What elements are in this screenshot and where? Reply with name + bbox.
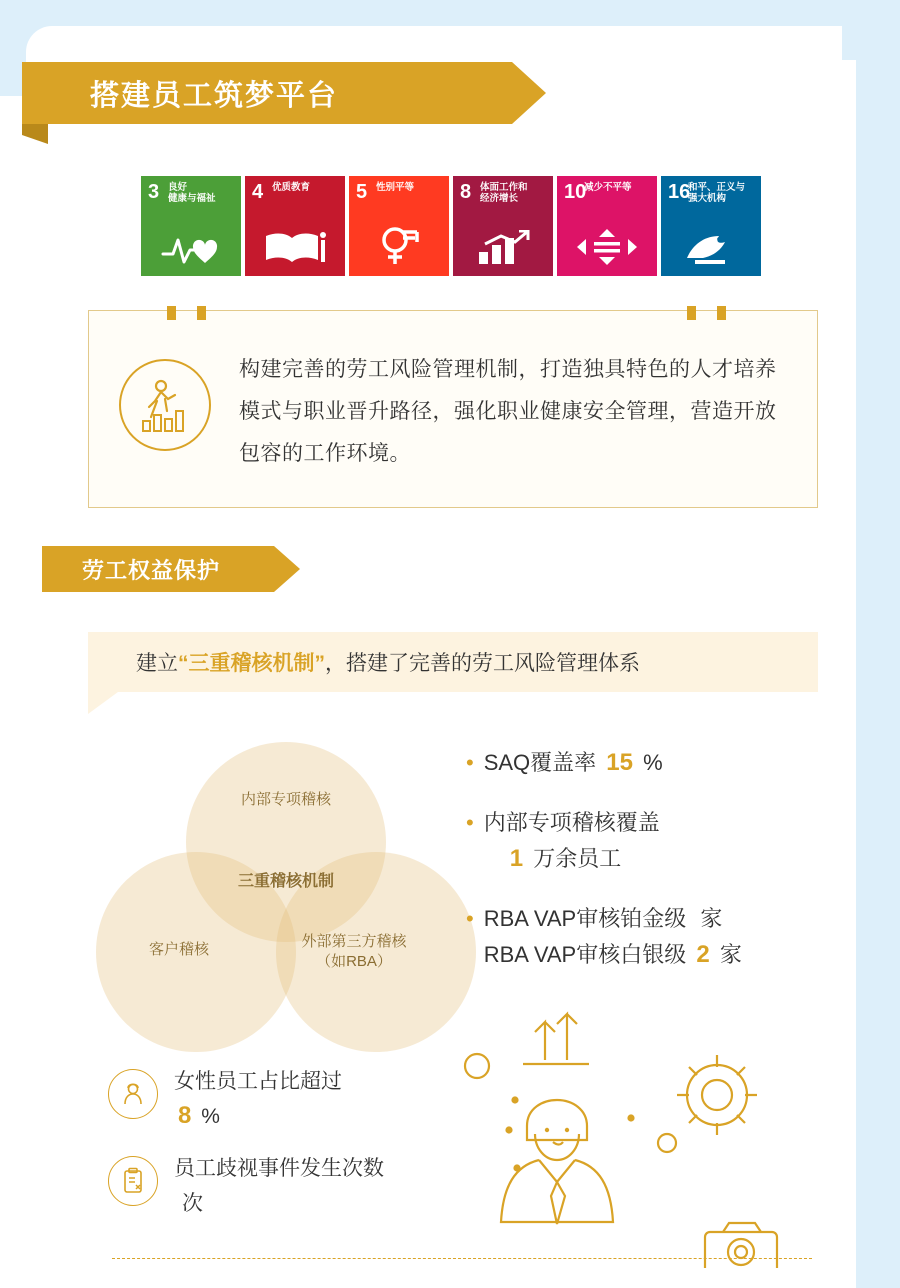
health-heartbeat-icon	[141, 232, 241, 272]
sdg-goal-8-label: 体面工作和 经济增长	[480, 182, 528, 204]
sdg-goal-8	[453, 176, 553, 276]
bottom-stat-female-label: 女性员工占比超过	[174, 1070, 342, 1093]
sdg-goal-8-number: 8	[460, 181, 472, 203]
stat-saq-value: 15	[606, 749, 633, 776]
stats-list	[466, 745, 846, 997]
sdg-goal-5	[349, 176, 449, 276]
highlight-strong: “三重稽核机制”	[178, 652, 325, 675]
sdg-goal-10-number: 10	[564, 181, 587, 203]
sdg-goal-10	[557, 176, 657, 276]
venn-circle-internal-audit	[186, 742, 386, 942]
stat-rba-silver-value: 2	[696, 941, 710, 968]
sdg-goal-4-number: 4	[252, 181, 264, 203]
bottom-dashed-divider	[112, 1258, 812, 1259]
bullet-dot-icon: •	[466, 906, 474, 931]
sdg-goal-row	[141, 176, 761, 276]
stat-rba-platinum-label: RBA VAP审核铂金级	[483, 906, 687, 931]
growth-chart-arrow-icon	[453, 230, 553, 272]
stat-internal-audit-coverage	[466, 805, 846, 877]
equal-sign-arrows-icon	[557, 228, 657, 272]
bottom-stats-list	[108, 1065, 468, 1239]
bullet-dot-icon: •	[466, 810, 474, 835]
decorative-illustration	[455, 1000, 855, 1268]
bottom-stat-female-ratio	[108, 1065, 468, 1134]
highlight-suffix: ，搭建了完善的劳工风险管理体系	[325, 652, 640, 675]
sdg-goal-16-number: 16	[668, 181, 691, 203]
bottom-stat-discrimination	[108, 1152, 468, 1221]
stat-saq-coverage	[466, 745, 846, 781]
stat-saq-unit: %	[643, 750, 663, 775]
businessman-icon	[501, 1100, 613, 1224]
bottom-stat-female-unit: %	[201, 1105, 220, 1128]
camera-icon	[705, 1223, 777, 1268]
circle-dot-icon	[465, 1054, 489, 1078]
stat-rba-silver-label: RBA VAP审核白银级	[483, 942, 687, 967]
stat-internal-unit: 万余员工	[533, 846, 622, 871]
venn-label-internal: 内部专项稽核	[240, 791, 331, 808]
stat-rba-vap	[466, 901, 846, 973]
highlight-prefix: 建立	[136, 652, 178, 675]
sdg-goal-4-label: 优质教育	[272, 182, 311, 193]
intro-tick-4	[717, 306, 726, 320]
section-banner-labor-rights: 劳工权益保护	[42, 546, 274, 592]
sdg-goal-16	[661, 176, 761, 276]
venn-label-thirdparty: 外部第三方稽核 （如RBA）	[301, 933, 407, 970]
bullet-dot-icon: •	[466, 750, 474, 775]
sdg-goal-16-label: 和平、正义与 强大机构	[688, 182, 746, 204]
upward-arrows-icon	[535, 1022, 555, 1060]
intro-tick-1	[167, 306, 176, 320]
bottom-stat-female-text	[174, 1065, 342, 1134]
stat-internal-label: 内部专项稽核覆盖	[483, 810, 660, 835]
sdg-goal-5-label: 性别平等	[376, 182, 415, 193]
female-employee-icon	[108, 1069, 158, 1119]
page-title: 搭建员工筑梦平台	[22, 62, 512, 124]
sdg-goal-4	[245, 176, 345, 276]
venn-label-center: 三重稽核机制	[237, 873, 334, 890]
intro-box	[88, 310, 818, 508]
intro-text: 构建完善的劳工风险管理机制，打造独具特色的人才培养模式与职业晋升路径，强化职业健康安全管理，营造开放包容的工作环境。	[239, 358, 777, 465]
sdg-goal-10-label: 减少不平等	[584, 182, 632, 193]
bottom-stat-female-value: 8	[178, 1102, 192, 1129]
clipboard-x-icon	[108, 1156, 158, 1206]
gender-equality-icon	[349, 226, 449, 272]
worker-chart-icon	[119, 359, 211, 451]
sdg-goal-3	[141, 176, 241, 276]
stat-rba-silver-unit: 家	[719, 942, 742, 967]
bottom-stat-discrimination-text	[174, 1152, 384, 1221]
venn-label-customer: 客户稽核	[148, 941, 209, 958]
intro-tick-3	[687, 306, 696, 320]
venn-diagram-triple-audit	[96, 742, 476, 1042]
sdg-goal-3-number: 3	[148, 181, 160, 203]
highlight-strip	[88, 632, 818, 692]
intro-tick-2	[197, 306, 206, 320]
stat-rba-platinum-unit: 家	[700, 906, 723, 931]
bottom-stat-discrimination-unit: 次	[182, 1192, 203, 1215]
open-book-icon	[245, 230, 345, 272]
sdg-goal-5-number: 5	[356, 181, 368, 203]
sdg-goal-3-label: 良好 健康与福祉	[168, 182, 216, 204]
stat-internal-value: 1	[509, 845, 524, 872]
stat-saq-label: SAQ覆盖率	[483, 750, 597, 775]
bottom-stat-discrimination-label: 员工歧视事件发生次数	[174, 1157, 384, 1180]
dove-gavel-icon	[661, 230, 761, 272]
